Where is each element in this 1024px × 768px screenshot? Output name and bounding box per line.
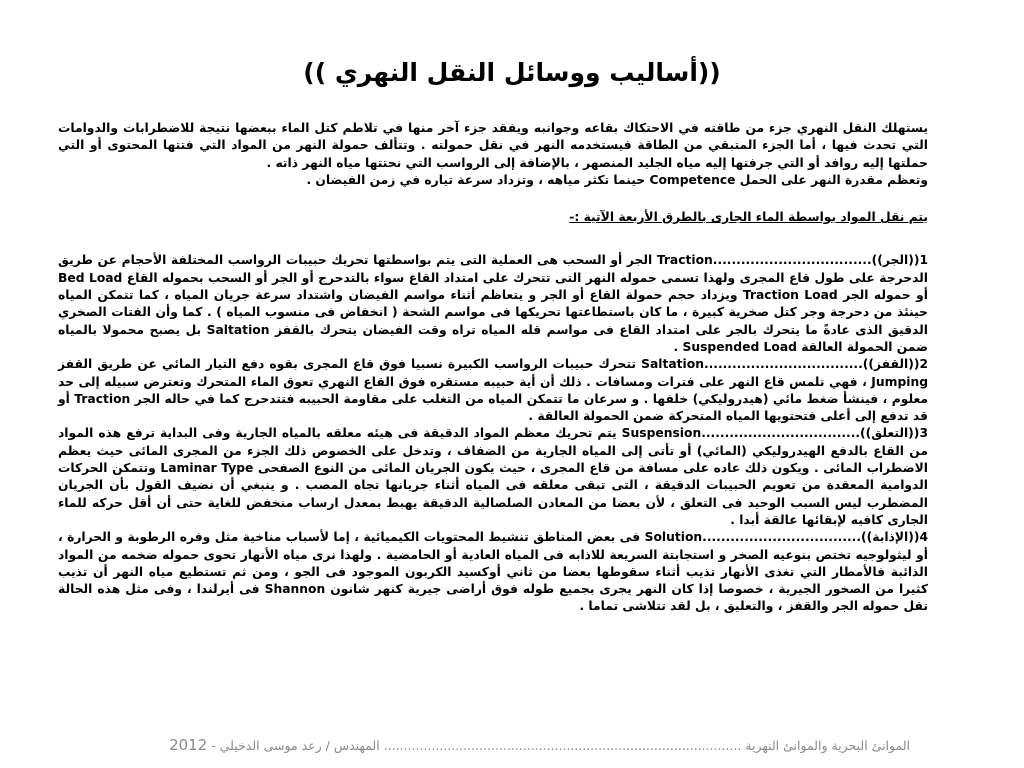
item-text: تتحرك حبيبات الرواسب الكبيرة نسبيا فوق قاع المجرى بقوه دفع التيار المائي عن طريق القفز xyxy=(58,357,636,372)
item-number: 3 xyxy=(919,426,928,441)
item-text: ويزداد حجم حمولة القاع أو الجر و يتعاظم أثناء مواسم الفيضان واشتداد سرعة جريان المياه ، كما تتمكن المياه حينئذ من دحرجة وجر كتل صخرية كبيرة ، ما كان باستطاعتها تحريكها فى مواسم الشحة ( انخفاض فى منسوب المياه ) . كما وأن الفتات الصخري الدقيق الذى عادةً ما يتحرك بالجر على امتداد القاع فى مواسم قله المياه تراه وقت الفيضان يتحرك بالقفز xyxy=(58,288,928,337)
page-title: ((أساليب ووسائل النقل النهري )) xyxy=(303,58,721,87)
item-text: أو حموله الجر xyxy=(843,288,929,303)
list-item-traction xyxy=(58,252,928,356)
document-body xyxy=(58,120,928,616)
intro-paragraph-2 xyxy=(58,172,928,189)
term: Shannon xyxy=(264,582,326,597)
item-text: وتتمكن الحركات الدوامية المعقدة من تعويم الحبيبات الدقيقة ، التى تبقى معلقه فى المياه أثناء جريانها تجاه المصب . و ينبغي أن نضيف القول بأن الجريان المضطرب ليس السبب الوحيد فى التعلق ، لأن بعضا من المعادن الصلصالية الدقيقة يهبط بمعدل ارساب منخفض للغاية حتى أن أقل حركه للماء الجارى كافيه لإبقائها عالقة أبدا . xyxy=(58,461,928,527)
term: Saltation xyxy=(206,322,270,337)
item-label: ((الجر)).................................. xyxy=(712,253,920,268)
item-label: ((القفز)).................................. xyxy=(703,357,920,372)
item-text: . xyxy=(673,339,679,354)
footer-author: المهندس / رعد موسى الدخيلي - xyxy=(211,738,380,753)
item-label: ((الإذابة)).................................. xyxy=(702,530,920,545)
term: Solution xyxy=(644,530,703,545)
term-competence: Competence xyxy=(649,172,736,187)
item-number: 4 xyxy=(919,530,929,545)
term: Saltation xyxy=(641,357,704,372)
item-text: ، فهي تلمس قاع النهر على فترات ومسافات . ذلك أن أية حبيبه مستقره فوق القاع النهري تعوق الماء المتحرك وتعترض سبيله إلى حد معلوم ، فينشأ ضغط مائي (هيدروليكي) خلفها . و سرعان ما تتمكن المياه من التغلب على مقاومة الحبيبه فتتدحرج كما في حاله الجر xyxy=(58,374,929,406)
term: Traction xyxy=(74,391,131,406)
footer-text: الموانئ البحرية والموانئ النهرية .......................................................................................... xyxy=(383,738,910,753)
footer-year: 2012 xyxy=(169,736,208,754)
item-number: 2 xyxy=(919,357,929,372)
term: Bed Load xyxy=(58,270,123,285)
list-item-suspension xyxy=(58,425,928,529)
term: Traction xyxy=(656,253,713,268)
item-text: أو قد تدفع إلى أعلى فتحتويها المياه المتحركة ضمن الحمولة العالقة . xyxy=(58,391,928,424)
list-item-saltation xyxy=(58,356,928,425)
section-heading: يتم نقل المواد بواسطة الماء الجارى بالطرق الأربعة الآتية :- xyxy=(569,210,928,225)
term: Laminar Type xyxy=(160,461,254,476)
item-text: بل يصبح محمولا بالمياه ضمن الحمولة العالقة xyxy=(58,322,928,354)
item-text: فى بعض المناطق تنشيط المحتويات الكيميائية ، إما لأسباب مناخية مثل وفره الرطوبة و الحرارة ، أو ليثولوجيه تختص بنوعيه الصخر و استجابتة السريعة للاذابه فى المياه العادية أو الحامضية . ولهذا نرى مياه الأنهار تحوى حموله ضخمه من المواد الذائبة فالأمطار التي تغذى الأنهار تذيب أثناء سقوطها بعضا من ثاني أوكسيد الكربون الموجود فى الجو ، ومن ثم تستطيع مياه النهر أن تذيب كثيرا من الصخور الجيرية ، خصوصا إذا كان النهر يجرى بجميع طوله فوق أراضى جيرية كنهر شانون xyxy=(58,530,929,597)
intro-paragraph-1: يستهلك النقل النهري جزء من طاقته في الاحتكاك بقاعه وجوانبه ويفقد جزء آخر منها في تلاطم كتل الماء ببعضها نتيجة للاضطرابات والدوامات التي تحدث فيها ، أما الجزء المتبقي من الطاقة فيستخدمه النهر في نقل حمولته . وتتألف حمولة النهر من المواد التي فتتها المحتوى أو التي حملتها إليه روافد أو التي جرفتها إليه مياه الجليد المنصهر ، بالإضافة إلى الرواسب التي نحتتها مياه النهر ذاته . xyxy=(58,121,928,170)
item-number: 1 xyxy=(919,253,929,268)
item-text: يتم تحريك معظم المواد الدقيقة فى هيئه معلقه بالمياه الجارية وفى البداية ترفع هذه المواد من القاع بالدفع الهيدروليكي (المائي) أو تأتى إلى المياه الجارية من الضفاف ، وتدخل على الخصوص ذلك الجزء من المجرى المائى حيث يعظم الاضطراب المائى . ويكون ذلك عاده على مسافة من قاع المجرى ، حيث يكون الجريان المائى من النوع الصفحى xyxy=(58,426,929,476)
intro-text-after: حينما تكثر مياهه ، وتزداد سرعة تياره في زمن الفيضان . xyxy=(306,172,646,187)
item-text: الجر أو السحب هى العملية التى يتم بواسطتها تحريك حبيبات الرواسب المختلفة الأحجام عن طريق الدحرجة على طول قاع المجرى ولهذا تسمى حموله النهر التى تتحرك على امتداد القاع سواء بالتدحرج أو الجر أو السحب بحموله القاع xyxy=(58,253,929,285)
item-text: فى أيرلندا ، وفى مثل هذه الحالة تقل حموله الجر والقفز ، والتعليق ، بل لقد تتلاشى تماما . xyxy=(58,582,928,614)
page-footer xyxy=(70,736,910,754)
intro-text-before: وتعظم مقدرة النهر على الحمل xyxy=(739,172,928,187)
term: Traction Load xyxy=(742,288,838,303)
list-item-solution xyxy=(58,529,928,615)
item-label: ((التعلق)).................................. xyxy=(701,426,920,441)
term: Suspension xyxy=(621,426,702,441)
term: Suspended Load xyxy=(682,339,797,354)
term: Jumping xyxy=(871,374,929,389)
